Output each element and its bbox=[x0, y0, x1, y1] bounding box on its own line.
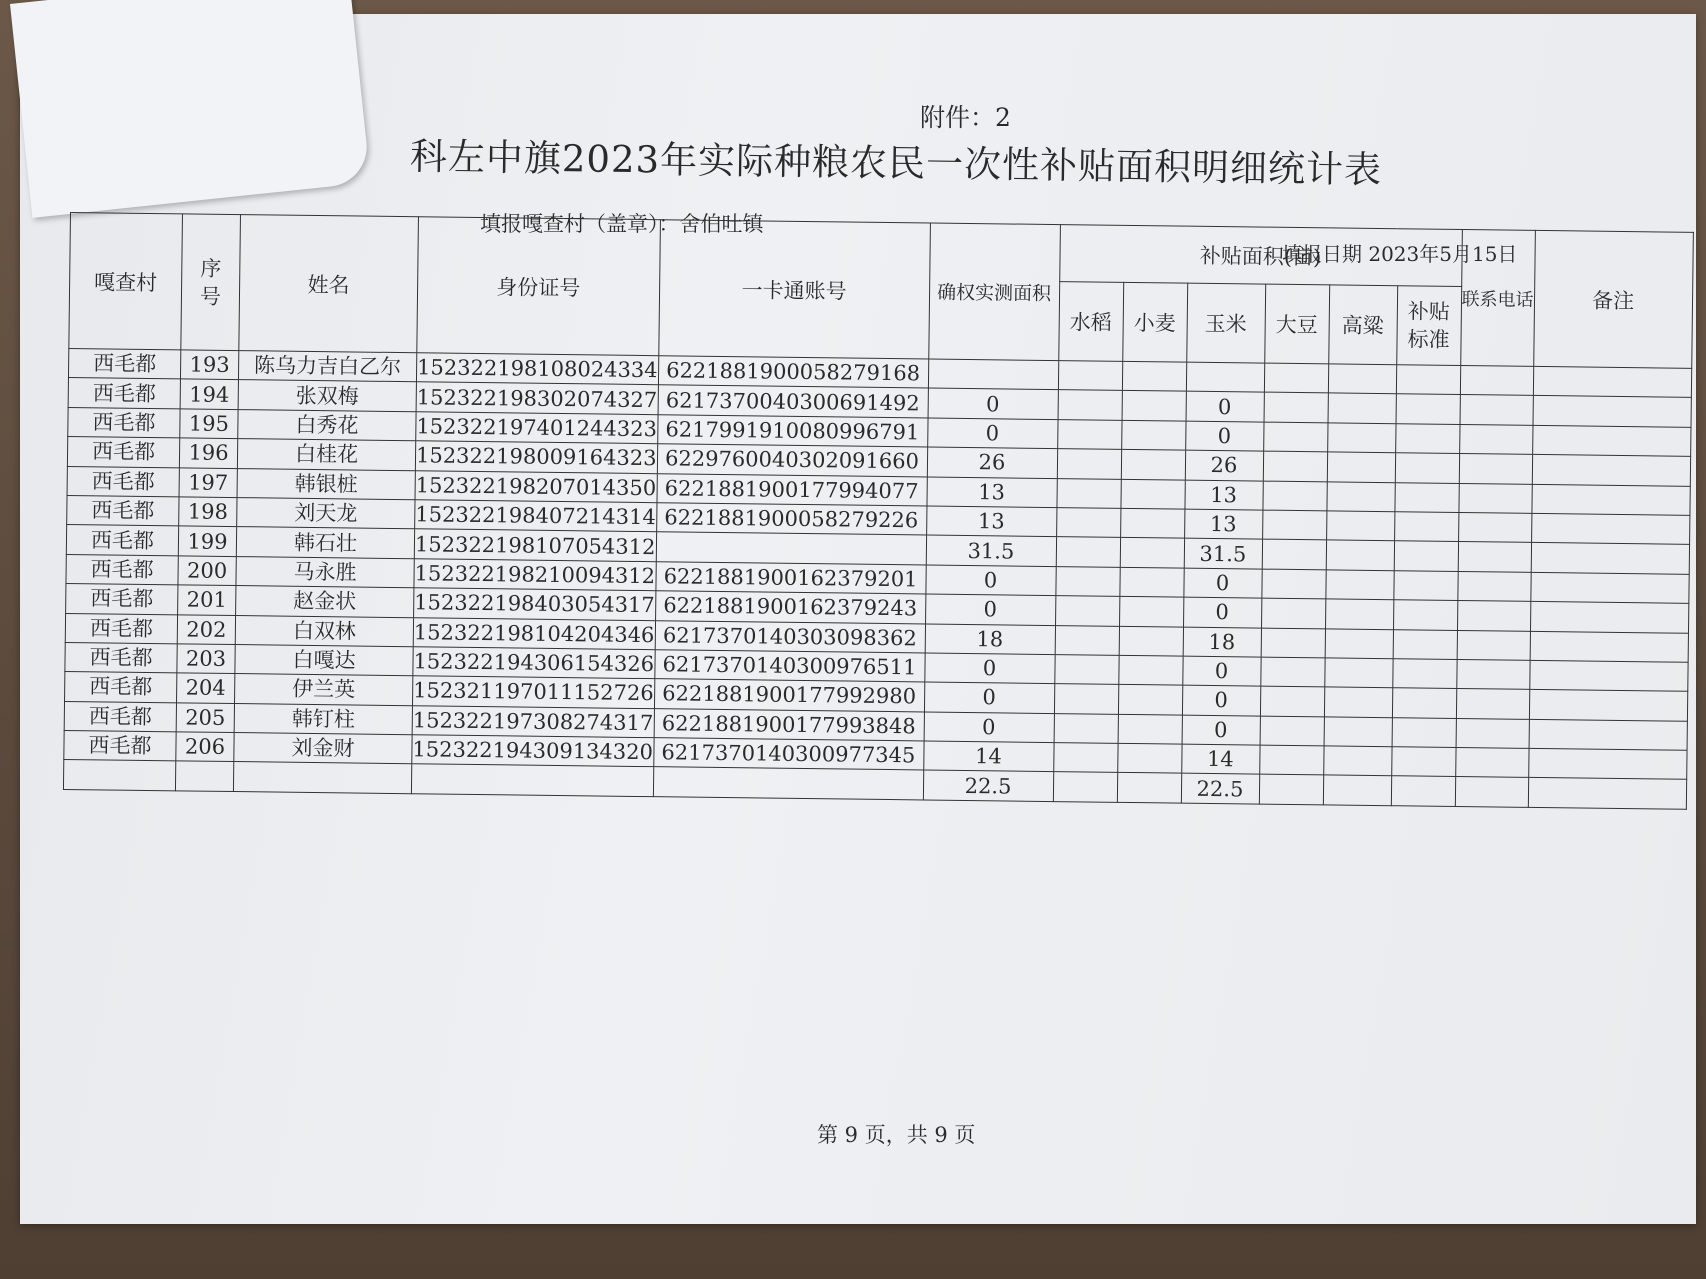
cell-name: 韩钉柱 bbox=[234, 703, 412, 735]
cell-name: 马永胜 bbox=[236, 556, 414, 588]
cell-area: 0 bbox=[928, 388, 1058, 419]
cell-card: 6217370140300976511 bbox=[654, 650, 924, 683]
attachment-label: 附件：2 bbox=[920, 103, 1011, 132]
cell-standard bbox=[1394, 512, 1458, 542]
cell-rice bbox=[1053, 772, 1117, 802]
cell-id: 152322198104204346 bbox=[413, 617, 655, 649]
cell-phone bbox=[1459, 424, 1532, 454]
cell-rice bbox=[1057, 419, 1121, 449]
cell-soy bbox=[1261, 569, 1325, 599]
cell-standard bbox=[1393, 600, 1457, 630]
cell-village: 西毛都 bbox=[67, 495, 179, 526]
cell-sorghum bbox=[1325, 628, 1393, 658]
col-name: 姓名 bbox=[239, 215, 419, 353]
cell-remark bbox=[1532, 455, 1690, 486]
cell-village: 西毛都 bbox=[68, 378, 180, 409]
cell-name: 伊兰英 bbox=[235, 674, 413, 706]
cell-remark bbox=[1532, 425, 1690, 456]
cell-id: 152322198210094312 bbox=[414, 558, 656, 590]
cell-rice bbox=[1055, 625, 1119, 655]
cell-wheat bbox=[1121, 420, 1185, 450]
cell-standard bbox=[1396, 394, 1460, 424]
cell-wheat bbox=[1119, 567, 1183, 597]
cell-corn: 0 bbox=[1182, 685, 1260, 715]
subsidy-table-wrapper bbox=[63, 212, 1693, 810]
cell-phone bbox=[1458, 483, 1531, 513]
cell-card: 6221881900177994077 bbox=[656, 473, 926, 506]
cell-corn: 18 bbox=[1183, 627, 1261, 657]
cell-village: 西毛都 bbox=[64, 701, 176, 732]
cell-seq: 204 bbox=[177, 673, 235, 703]
cell-phone bbox=[1460, 365, 1533, 395]
cell-seq: 200 bbox=[178, 556, 236, 586]
cell-seq: 195 bbox=[180, 409, 238, 439]
col-card: 一卡通账号 bbox=[658, 220, 930, 359]
cell-soy bbox=[1264, 392, 1328, 422]
cell-rice bbox=[1056, 508, 1120, 538]
cell-card: 6221881900177992980 bbox=[654, 679, 924, 712]
cell-sorghum bbox=[1323, 775, 1391, 805]
cell-standard bbox=[1392, 717, 1456, 747]
cell-standard bbox=[1394, 541, 1458, 571]
cell-soy bbox=[1262, 539, 1326, 569]
cell-name: 陈乌力吉白乙尔 bbox=[238, 351, 416, 383]
cell-standard bbox=[1391, 776, 1455, 806]
cell-village: 西毛都 bbox=[65, 642, 177, 673]
cell-id: 152322198108024334 bbox=[416, 353, 658, 385]
cell-phone bbox=[1458, 542, 1531, 572]
col-id: 身份证号 bbox=[417, 217, 660, 356]
cell-phone bbox=[1460, 395, 1533, 425]
cell-phone bbox=[1455, 748, 1528, 778]
cell-id: 152322198107054312 bbox=[414, 529, 656, 561]
cell-standard bbox=[1392, 659, 1456, 689]
cell-wheat bbox=[1117, 773, 1181, 803]
cell-seq: 194 bbox=[180, 379, 238, 409]
cell-rice bbox=[1053, 743, 1117, 773]
col-wheat: 小麦 bbox=[1122, 282, 1187, 362]
cell-wheat bbox=[1121, 450, 1185, 480]
cell-soy bbox=[1261, 598, 1325, 628]
cell-rice bbox=[1054, 713, 1118, 743]
cell-village: 西毛都 bbox=[66, 584, 178, 615]
cell-card: 6229760040302091660 bbox=[657, 444, 927, 477]
cell-village: 西毛都 bbox=[65, 672, 177, 703]
cell-village: 西毛都 bbox=[66, 554, 178, 585]
cell-sorghum bbox=[1327, 423, 1395, 453]
cell-soy bbox=[1262, 510, 1326, 540]
cell-soy bbox=[1262, 481, 1326, 511]
cell-phone bbox=[1455, 777, 1528, 807]
cell-remark bbox=[1528, 778, 1686, 809]
cell-corn: 0 bbox=[1186, 392, 1264, 422]
cell-card: 6217370140300977345 bbox=[653, 738, 923, 771]
cell-sorghum bbox=[1325, 599, 1393, 629]
col-soy: 大豆 bbox=[1264, 284, 1329, 364]
page-number: 第 9 页，共 9 页 bbox=[817, 1123, 976, 1147]
cell-sorghum bbox=[1326, 540, 1394, 570]
cell-id bbox=[411, 764, 653, 796]
cell-wheat bbox=[1117, 743, 1181, 773]
cell-sorghum bbox=[1324, 717, 1392, 747]
col-standard-label: 补贴标准 bbox=[1407, 299, 1451, 352]
cell-standard bbox=[1394, 482, 1458, 512]
cell-card bbox=[653, 767, 923, 800]
cell-village: 西毛都 bbox=[67, 437, 179, 468]
cell-id: 152322198302074327 bbox=[416, 382, 658, 414]
cell-seq: 202 bbox=[177, 614, 235, 644]
fill-date: 填报日期 2023年5月15日 bbox=[1282, 242, 1518, 266]
cell-id: 152322198009164323 bbox=[415, 441, 657, 473]
col-seq-label: 序号 bbox=[199, 256, 222, 309]
overlapping-sheet bbox=[10, 0, 371, 218]
cell-rice bbox=[1057, 449, 1121, 479]
cell-corn: 0 bbox=[1185, 421, 1263, 451]
cell-id: 152322197308274317 bbox=[412, 705, 654, 737]
cell-village bbox=[63, 760, 175, 791]
cell-corn: 31.5 bbox=[1184, 538, 1262, 568]
col-area: 确权实测面积 bbox=[928, 223, 1060, 361]
cell-rice bbox=[1054, 654, 1118, 684]
cell-soy bbox=[1264, 363, 1328, 393]
cell-corn bbox=[1186, 362, 1264, 392]
cell-village: 西毛都 bbox=[64, 731, 176, 762]
cell-village: 西毛都 bbox=[68, 348, 180, 379]
cell-soy bbox=[1263, 422, 1327, 452]
cell-seq: 199 bbox=[178, 526, 236, 556]
cell-village: 西毛都 bbox=[65, 613, 177, 644]
col-phone: 联系电话 bbox=[1460, 230, 1535, 367]
cell-card: 6217370040300691492 bbox=[658, 385, 928, 418]
cell-wheat bbox=[1119, 596, 1183, 626]
cell-soy bbox=[1260, 657, 1324, 687]
cell-soy bbox=[1260, 716, 1324, 746]
col-rice: 水稻 bbox=[1058, 282, 1123, 362]
cell-phone bbox=[1456, 718, 1529, 748]
cell-card: 6221881900058279168 bbox=[658, 356, 928, 389]
col-remark: 备注 bbox=[1533, 230, 1693, 368]
cell-village: 西毛都 bbox=[66, 525, 178, 556]
cell-phone bbox=[1457, 601, 1530, 631]
cell-remark bbox=[1529, 719, 1687, 750]
cell-id: 152322197401244323 bbox=[416, 412, 658, 444]
cell-village: 西毛都 bbox=[68, 407, 180, 438]
cell-wheat bbox=[1118, 655, 1182, 685]
cell-rice bbox=[1055, 596, 1119, 626]
cell-remark bbox=[1528, 748, 1686, 779]
cell-name bbox=[233, 762, 411, 794]
cell-corn: 0 bbox=[1182, 656, 1260, 686]
cell-soy bbox=[1260, 686, 1324, 716]
cell-name: 白桂花 bbox=[237, 439, 415, 471]
cell-name: 刘金财 bbox=[234, 733, 412, 765]
cell-area: 0 bbox=[924, 653, 1054, 684]
cell-area: 31.5 bbox=[926, 535, 1056, 566]
cell-sorghum bbox=[1324, 687, 1392, 717]
cell-area: 13 bbox=[926, 506, 1056, 537]
cell-seq: 201 bbox=[178, 585, 236, 615]
cell-phone bbox=[1456, 689, 1529, 719]
cell-id: 152321197011152726 bbox=[412, 676, 654, 708]
cell-card: 6221881900162379243 bbox=[655, 591, 925, 624]
cell-corn: 22.5 bbox=[1181, 774, 1259, 804]
cell-corn: 0 bbox=[1183, 597, 1261, 627]
col-seq bbox=[181, 214, 241, 351]
cell-seq: 203 bbox=[177, 644, 235, 674]
cell-area: 0 bbox=[925, 565, 1055, 596]
cell-seq: 193 bbox=[180, 350, 238, 380]
cell-standard bbox=[1395, 423, 1459, 453]
cell-name: 张双梅 bbox=[238, 380, 416, 412]
cell-id: 152322198403054317 bbox=[414, 588, 656, 620]
cell-rice bbox=[1056, 537, 1120, 567]
cell-phone bbox=[1456, 659, 1529, 689]
cell-rice bbox=[1056, 478, 1120, 508]
cell-wheat bbox=[1119, 626, 1183, 656]
col-sorghum: 高粱 bbox=[1328, 285, 1397, 365]
cell-area: 0 bbox=[924, 712, 1054, 743]
cell-remark bbox=[1533, 366, 1691, 397]
cell-area: 0 bbox=[924, 682, 1054, 713]
cell-card: 6217370140303098362 bbox=[655, 620, 925, 653]
cell-soy bbox=[1259, 775, 1323, 805]
cell-soy bbox=[1261, 628, 1325, 658]
cell-remark bbox=[1529, 690, 1687, 721]
cell-remark bbox=[1533, 396, 1691, 427]
cell-phone bbox=[1458, 512, 1531, 542]
cell-sorghum bbox=[1326, 511, 1394, 541]
cell-remark bbox=[1531, 513, 1689, 544]
cell-wheat bbox=[1120, 508, 1184, 538]
cell-rice bbox=[1058, 390, 1122, 420]
cell-soy bbox=[1259, 745, 1323, 775]
cell-sorghum bbox=[1328, 393, 1396, 423]
col-village: 嘎查村 bbox=[69, 213, 183, 350]
cell-card bbox=[656, 532, 926, 565]
cell-standard bbox=[1391, 747, 1455, 777]
cell-card: 6221881900162379201 bbox=[655, 561, 925, 594]
cell-remark bbox=[1531, 484, 1689, 515]
cell-standard bbox=[1393, 570, 1457, 600]
document-title: 科左中旗2023年实际种粮农民一次性补贴面积明细统计表 bbox=[409, 135, 1383, 192]
cell-seq: 197 bbox=[179, 467, 237, 497]
cell-seq bbox=[175, 761, 233, 791]
cell-sorghum bbox=[1326, 481, 1394, 511]
cell-seq: 198 bbox=[179, 497, 237, 527]
cell-area: 14 bbox=[923, 741, 1053, 772]
col-corn: 玉米 bbox=[1186, 283, 1265, 363]
cell-wheat bbox=[1118, 685, 1182, 715]
cell-card: 6221881900177993848 bbox=[654, 708, 924, 741]
cell-seq: 196 bbox=[179, 438, 237, 468]
cell-area: 0 bbox=[927, 418, 1057, 449]
cell-rice bbox=[1054, 684, 1118, 714]
cell-standard bbox=[1396, 365, 1460, 395]
cell-area: 13 bbox=[926, 477, 1056, 508]
cell-wheat bbox=[1122, 391, 1186, 421]
cell-card: 6221881900058279226 bbox=[656, 503, 926, 536]
cell-card: 6217991910080996791 bbox=[657, 414, 927, 447]
filler-village: 填报嘎查村（盖章）：舍伯吐镇 bbox=[480, 212, 764, 236]
col-subsidy-group: 补贴面积(亩) bbox=[1059, 225, 1462, 287]
document-page bbox=[20, 14, 1696, 1224]
cell-area: 26 bbox=[927, 447, 1057, 478]
cell-remark bbox=[1530, 572, 1688, 603]
cell-name: 白双林 bbox=[235, 615, 413, 647]
cell-rice bbox=[1055, 566, 1119, 596]
cell-village: 西毛都 bbox=[67, 466, 179, 497]
cell-remark bbox=[1529, 660, 1687, 691]
cell-area bbox=[928, 359, 1058, 390]
cell-remark bbox=[1530, 631, 1688, 662]
cell-sorghum bbox=[1327, 452, 1395, 482]
cell-id: 152322198207014350 bbox=[415, 470, 657, 502]
cell-standard bbox=[1392, 688, 1456, 718]
cell-area: 18 bbox=[925, 623, 1055, 654]
cell-rice bbox=[1058, 361, 1122, 391]
cell-corn: 0 bbox=[1183, 568, 1261, 598]
cell-sorghum bbox=[1324, 658, 1392, 688]
cell-id: 152322194306154326 bbox=[413, 647, 655, 679]
cell-phone bbox=[1457, 630, 1530, 660]
cell-remark bbox=[1531, 543, 1689, 574]
cell-corn: 13 bbox=[1184, 509, 1262, 539]
cell-area: 22.5 bbox=[923, 770, 1053, 801]
cell-seq: 206 bbox=[176, 732, 234, 762]
cell-corn: 26 bbox=[1185, 450, 1263, 480]
cell-id: 152322194309134320 bbox=[412, 735, 654, 767]
cell-sorghum bbox=[1323, 746, 1391, 776]
cell-name: 韩石壮 bbox=[236, 527, 414, 559]
cell-corn: 13 bbox=[1184, 480, 1262, 510]
cell-wheat bbox=[1120, 479, 1184, 509]
cell-name: 赵金状 bbox=[236, 586, 414, 618]
cell-id: 152322198407214314 bbox=[415, 500, 657, 532]
cell-seq: 205 bbox=[176, 703, 234, 733]
cell-standard bbox=[1395, 453, 1459, 483]
cell-name: 白秀花 bbox=[238, 409, 416, 441]
cell-corn: 0 bbox=[1182, 715, 1260, 745]
cell-name: 韩银桩 bbox=[237, 468, 415, 500]
col-standard bbox=[1396, 286, 1461, 366]
subsidy-table bbox=[63, 212, 1693, 810]
cell-soy bbox=[1263, 451, 1327, 481]
cell-remark bbox=[1530, 601, 1688, 632]
cell-corn: 14 bbox=[1181, 744, 1259, 774]
cell-wheat bbox=[1122, 361, 1186, 391]
cell-wheat bbox=[1118, 714, 1182, 744]
cell-name: 白嘎达 bbox=[235, 644, 413, 676]
cell-sorghum bbox=[1325, 570, 1393, 600]
cell-area: 0 bbox=[925, 594, 1055, 625]
cell-standard bbox=[1393, 629, 1457, 659]
cell-name: 刘天龙 bbox=[237, 498, 415, 530]
cell-wheat bbox=[1120, 538, 1184, 568]
cell-phone bbox=[1457, 571, 1530, 601]
cell-phone bbox=[1459, 454, 1532, 484]
cell-sorghum bbox=[1328, 364, 1396, 394]
